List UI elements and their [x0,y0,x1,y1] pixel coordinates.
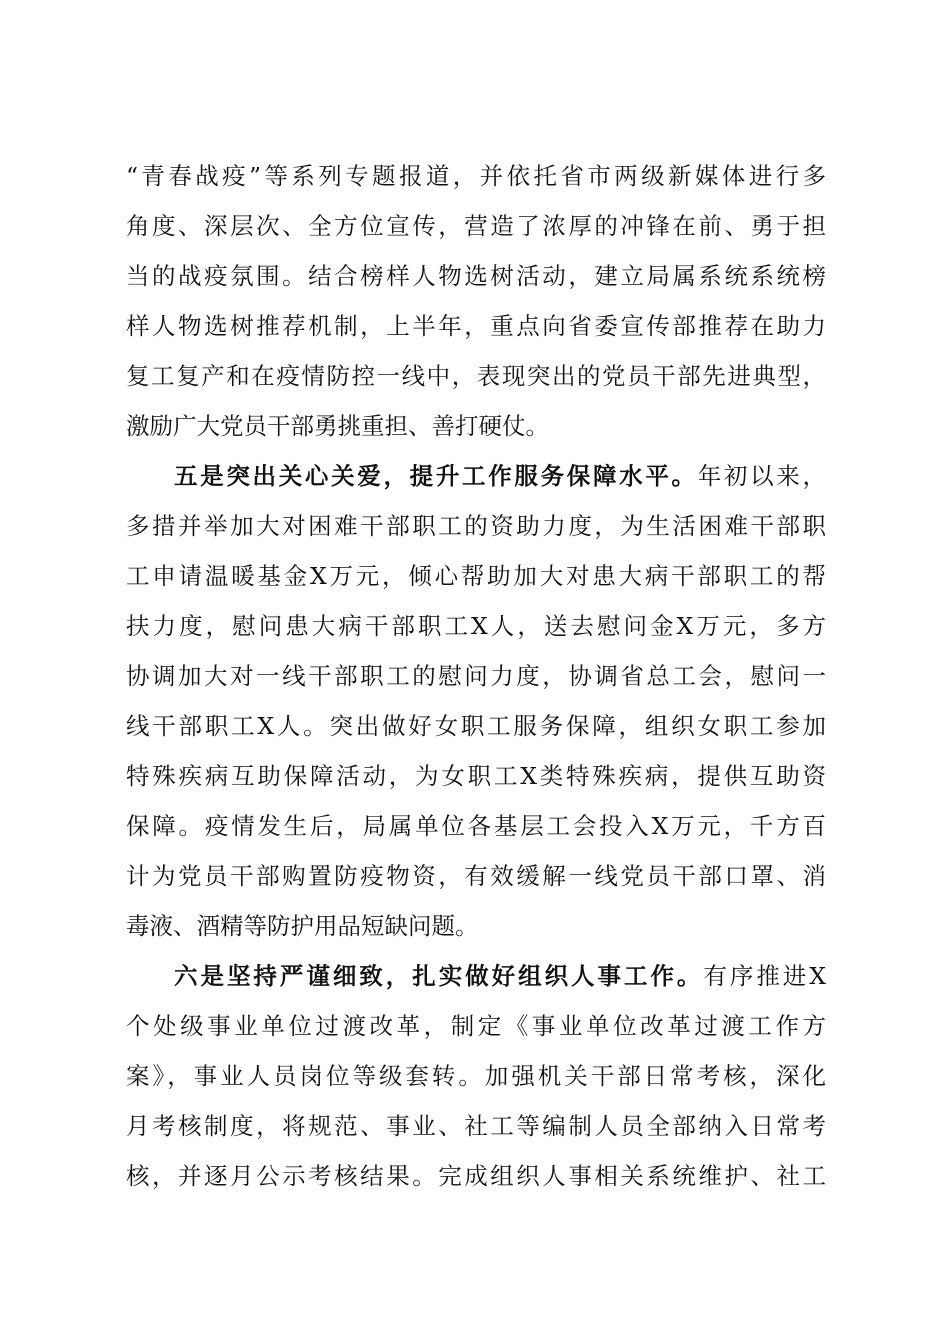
body-text-line: 扶力度，慰问患大病干部职工X人，送去慰问金X万元，多方 [126,612,826,640]
body-text-line: 协调加大对一线干部职工的慰问力度，协调省总工会，慰问一 [126,662,826,690]
body-text-line: 个处级事业单位过渡改革，制定《事业单位改革过渡工作方 [126,1012,826,1040]
body-text-line: 激励广大党员干部勇挑重担、善打硬仗。 [126,412,549,440]
body-text-line: 计为党员干部购置防疫物资，有效缓解一线党员干部口罩、消 [126,862,826,890]
paragraph-first-line [174,956,826,996]
paragraph-first-line [174,456,826,496]
body-text-line: 多措并举加大对困难干部职工的资助力度，为生活困难干部职 [126,512,826,540]
paragraph-heading: 六是坚持严谨细致，扎实做好组织人事工作。 [174,962,704,990]
body-text-line: 保障。疫情发生后，局属单位各基层工会投入X万元，千方百 [126,812,826,840]
body-text-line: 角度、深层次、全方位宣传，营造了浓厚的冲锋在前、勇于担 [126,212,826,240]
body-text-line: 特殊疾病互助保障活动，为女职工X类特殊疾病，提供互助资 [126,762,826,790]
body-text-line: 当的战疫氛围。结合榜样人物选树活动，建立局属系统系统榜 [126,262,826,290]
body-text-line: 工申请温暖基金X万元，倾心帮助加大对患大病干部职工的帮 [126,562,826,590]
body-text-line: 线干部职工X人。突出做好女职工服务保障，组织女职工参加 [126,712,826,740]
body-text-span: 有序推进X [703,962,826,990]
body-text-line: 复工复产和在疫情防控一线中，表现突出的党员干部先进典型， [126,362,826,390]
body-text-line: 案》，事业人员岗位等级套转。加强机关干部日常考核，深化 [126,1062,826,1090]
body-text-line: 样人物选树推荐机制，上半年，重点向省委宣传部推荐在助力 [126,312,826,340]
body-text-line: “青春战疫”等系列专题报道，并依托省市两级新媒体进行多 [126,162,826,190]
body-text-line: 核，并逐月公示考核结果。完成组织人事相关系统维护、社工 [126,1162,826,1190]
body-text-line: 毒液、酒精等防护用品短缺问题。 [126,912,479,940]
paragraph-heading: 五是突出关心关爱，提升工作服务保障水平。 [174,462,698,490]
body-text-line: 月考核制度，将规范、事业、社工等编制人员全部纳入日常考 [126,1112,826,1140]
body-text-span: 年初以来， [697,462,826,490]
